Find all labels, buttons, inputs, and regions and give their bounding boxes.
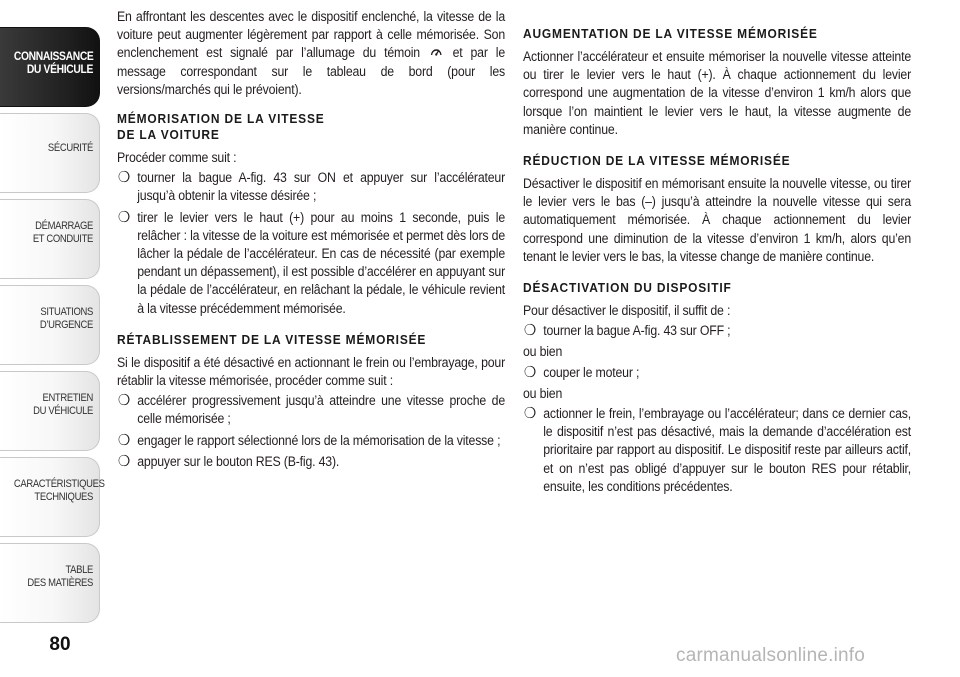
section-intro: Si le dispositif a été désactivé en actionnant le frein ou l’embrayage, pour rétablir la vitesse mémorisée, procéder comme suit : xyxy=(117,354,506,389)
tab-label: CONNAISSANCE DU VÉHICULE xyxy=(13,49,94,76)
list-item-text: couper le moteur ; xyxy=(543,364,640,380)
watermark: carmanualsonline.info xyxy=(676,645,866,666)
circle-bullet-icon: ❍ xyxy=(117,392,131,410)
section-paragraph: Désactiver le dispositif en mémorisant ensuite la nouvelle vitesse, ou tirer le levier vers le bas (–) jusqu’à atteindre la nouvelle vitesse qui sera automatiquement mémorisée. À chaque actionnement du levier correspond une diminution de la vitesse d’environ 1 km/h, alors qu’en tenant le levier vers le bas, la vitesse change de manière continue. xyxy=(523,176,912,264)
intro-paragraph xyxy=(117,8,505,99)
section-title-memorisation xyxy=(117,111,505,143)
bullet-list xyxy=(523,322,911,340)
section-title-line: DE LA VOITURE xyxy=(117,127,220,143)
section-title-desactivation: DÉSACTIVATION DU DISPOSITIF xyxy=(523,280,732,296)
list-item-text: accélérer progressivement jusqu’à atteindre une vitesse proche de celle mémorisée ; xyxy=(137,393,506,427)
tab-label: TABLE DES MATIÈRES xyxy=(27,564,93,589)
bullet-list xyxy=(117,392,505,471)
list-item xyxy=(117,453,505,471)
circle-bullet-icon: ❍ xyxy=(117,208,131,226)
tab-situations-d-urgence[interactable] xyxy=(0,285,100,365)
tab-table-des-matieres[interactable] xyxy=(0,543,100,623)
tab-connaissance-du-vehicule[interactable] xyxy=(0,27,100,107)
page-number: 80 xyxy=(49,634,71,655)
list-item-text: appuyer sur le bouton RES (B-fig. 43). xyxy=(137,453,340,469)
tab-entretien-du-vehicule[interactable] xyxy=(0,371,100,451)
bullet-list xyxy=(523,405,911,496)
section-intro: Pour désactiver le dispositif, il suffit de : xyxy=(523,303,731,319)
list-item-text: engager le rapport sélectionné lors de la mémorisation de la vitesse ; xyxy=(137,432,501,448)
list-item xyxy=(523,322,911,340)
intro-text-part1: En affrontant les descentes avec le dispositif enclenché, la vitesse de la voiture peut augmenter légèrement par rapport à celle mémorisée. Son enclenchement est signalé par l’allumage du témoin xyxy=(117,9,506,61)
circle-bullet-icon: ❍ xyxy=(117,169,131,187)
intro-text-part2: et par le message correspondant sur le tableau de bord (pour les versions/marchés qui le prévoient). xyxy=(117,45,506,97)
list-item xyxy=(117,392,505,428)
tab-caracteristiques-techniques[interactable] xyxy=(0,457,105,537)
list-item xyxy=(523,364,911,382)
or-separator: ou bien xyxy=(523,385,563,401)
bullet-list xyxy=(523,364,911,382)
section-paragraph: Actionner l’accélérateur et ensuite mémoriser la nouvelle vitesse atteinte ou tirer le levier vers le haut (+). À chaque actionnement du levier correspond une augmentation de la vitesse d’environ 1 km/h alors que lorsque l’on maintient le levier vers le haut, la vitesse augmente de manière continue. xyxy=(523,49,912,137)
bullet-list xyxy=(117,169,505,318)
cruise-control-warning-icon xyxy=(430,46,443,58)
section-title-retablissement: RÉTABLISSEMENT DE LA VITESSE MÉMORISÉE xyxy=(117,331,427,347)
section-title-line: MÉMORISATION DE LA VITESSE xyxy=(117,111,325,127)
list-item xyxy=(117,169,505,205)
tab-label: SITUATIONS D’URGENCE xyxy=(39,306,93,331)
circle-bullet-icon: ❍ xyxy=(523,405,537,423)
section-title-augmentation: AUGMENTATION DE LA VITESSE MÉMORISÉE xyxy=(523,26,818,41)
list-item-text: tirer le levier vers le haut (+) pour au moins 1 seconde, puis le relâcher : la vitesse de la voiture est mémorisée et permet dès lors de lâcher la pédale de l’accélérateur. En cas de nécessité (par exemple pendant un dépassement), il est possible d’accélérer en appuyant sur la pédale de l’accélérateur, en relâchant la pédale, le véhicule revient à la vitesse précédemment mémorisée. xyxy=(137,209,506,316)
circle-bullet-icon: ❍ xyxy=(523,363,537,381)
list-item xyxy=(117,209,505,318)
section-title-reduction: RÉDUCTION DE LA VITESSE MÉMORISÉE xyxy=(523,153,791,169)
tab-label: CARACTÉRISTIQUES TECHNIQUES xyxy=(13,478,105,503)
tab-securite[interactable] xyxy=(0,113,100,193)
tab-label: DÉMARRAGE ET CONDUITE xyxy=(32,220,93,245)
tab-label: ENTRETIEN DU VÉHICULE xyxy=(33,392,93,417)
tab-demarrage-et-conduite[interactable] xyxy=(0,199,100,279)
tab-label: SÉCURITÉ xyxy=(47,142,93,154)
circle-bullet-icon: ❍ xyxy=(117,431,131,449)
circle-bullet-icon: ❍ xyxy=(117,452,131,470)
right-column xyxy=(523,26,911,499)
list-item xyxy=(117,432,505,450)
or-separator: ou bien xyxy=(523,344,563,360)
circle-bullet-icon: ❍ xyxy=(523,322,537,340)
list-item-text: tourner la bague A-fig. 43 sur ON et appuyer sur l’accélérateur jusqu’à obtenir la vitesse désirée ; xyxy=(137,170,506,204)
section-intro: Procéder comme suit : xyxy=(117,150,237,166)
list-item-text: tourner la bague A-fig. 43 sur OFF ; xyxy=(543,323,731,339)
list-item-text: actionner le frein, l’embrayage ou l’accélérateur; dans ce dernier cas, le dispositif n’est pas désactivé, mais la demande d’accélération est prioritaire par rapport au dispositif. Le dispositif reste par ailleurs actif, et on n’est pas obligé d’appuyer sur le bouton RES pour rétablir, ensuite, les conditions précédentes. xyxy=(543,406,912,494)
list-item xyxy=(523,405,911,496)
left-column xyxy=(117,8,505,474)
